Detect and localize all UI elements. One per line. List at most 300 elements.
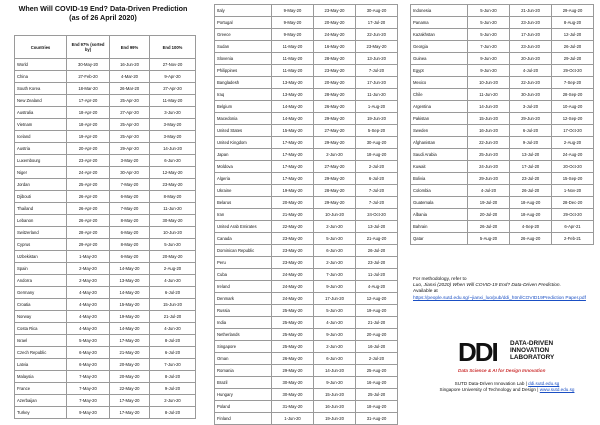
end-100-cell: 13-Jun-20	[356, 53, 398, 65]
end-97-cell: 20-Jul-20	[468, 209, 510, 221]
country-cell: Australia	[15, 107, 67, 119]
end-100-cell: 20-May-20	[150, 251, 196, 263]
ddi-site-link[interactable]: ddi.sutd.edu.sg	[528, 381, 560, 386]
country-cell: Thailand	[15, 203, 67, 215]
end-99-cell: 9-Jul-20	[510, 137, 552, 149]
end-97-cell: 5-Jun-20	[468, 5, 510, 17]
table-row	[215, 257, 398, 269]
country-cell: Ukraine	[215, 185, 272, 197]
table-row	[411, 125, 594, 137]
end-99-cell: 30-Apr-20	[110, 167, 150, 179]
end-100-cell: 28-Sep-20	[552, 89, 594, 101]
end-100-cell: 17-Jun-20	[356, 77, 398, 89]
end-100-cell: 28-Dec-20	[552, 197, 594, 209]
end-97-cell: 26-Apr-20	[67, 215, 110, 227]
table-row	[215, 281, 398, 293]
end-97-cell: 9-May-20	[272, 17, 314, 29]
end-97-cell: 14-May-20	[272, 113, 314, 125]
footer-lab-text: SUTD Data-Driven Innovation Lab |	[454, 381, 527, 386]
end-97-cell: 29-Jun-20	[468, 173, 510, 185]
country-cell: Philippines	[215, 65, 272, 77]
table-row	[15, 191, 196, 203]
country-cell: Cyprus	[15, 239, 67, 251]
country-cell: Latvia	[15, 359, 67, 371]
end-97-cell: 18-Apr-20	[67, 107, 110, 119]
country-cell: Germany	[15, 287, 67, 299]
table-row	[215, 305, 398, 317]
table-row	[15, 299, 196, 311]
table-row	[215, 77, 398, 89]
table-row	[15, 179, 196, 191]
end-100-cell: 30-Aug-20	[356, 5, 398, 17]
country-cell: United Kingdom	[215, 137, 272, 149]
end-99-cell: 17-May-20	[110, 395, 150, 407]
footer-line-2	[418, 387, 596, 393]
country-cell: Sudan	[215, 41, 272, 53]
end-97-cell: 22-Jun-20	[468, 137, 510, 149]
header-countries: Countries	[15, 36, 67, 59]
country-cell: New Zealand	[15, 95, 67, 107]
end-100-cell: 23-May-20	[150, 179, 196, 191]
end-97-cell: 20-May-20	[272, 197, 314, 209]
end-100-cell: 2-Jul-20	[356, 353, 398, 365]
end-99-cell: 6-May-20	[110, 191, 150, 203]
table-row	[215, 125, 398, 137]
end-97-cell: 27-Feb-20	[67, 71, 110, 83]
table-row	[215, 401, 398, 413]
end-100-cell: 25-Jul-20	[356, 389, 398, 401]
logo-line-1: DATA-DRIVEN	[510, 340, 554, 347]
end-97-cell: 7-May-20	[67, 371, 110, 383]
country-cell: Kazakhstan	[411, 29, 468, 41]
country-cell: United Arab Emirates	[215, 221, 272, 233]
end-100-cell: 8-Aug-20	[552, 17, 594, 29]
country-cell: Canada	[215, 233, 272, 245]
end-99-cell: 4-Jun-20	[314, 317, 356, 329]
end-100-cell: 7-Sep-20	[552, 77, 594, 89]
end-99-cell: 18-Aug-20	[510, 197, 552, 209]
end-97-cell: 14-May-20	[272, 101, 314, 113]
end-99-cell: 10-Jun-20	[314, 209, 356, 221]
country-cell: Greece	[215, 29, 272, 41]
table-row	[15, 95, 196, 107]
end-100-cell: 16-Jul-20	[356, 341, 398, 353]
end-99-cell: 9-Jun-20	[314, 329, 356, 341]
end-100-cell: 25-Aug-20	[356, 365, 398, 377]
end-100-cell: 12-May-20	[150, 167, 196, 179]
country-cell: Oman	[215, 353, 272, 365]
table-row	[215, 389, 398, 401]
end-97-cell: 17-May-20	[272, 173, 314, 185]
end-100-cell: 19-Jun-20	[356, 113, 398, 125]
end-100-cell: 29-Jul-20	[552, 53, 594, 65]
end-97-cell: 5-Jun-20	[468, 17, 510, 29]
table-row	[411, 53, 594, 65]
end-100-cell: 20-Oct-20	[552, 161, 594, 173]
end-99-cell: 23-Jun-20	[510, 41, 552, 53]
end-99-cell: 19-May-20	[110, 311, 150, 323]
methodology-note	[413, 277, 593, 302]
end-100-cell: 6-Jul-20	[150, 287, 196, 299]
table-row	[215, 197, 398, 209]
end-97-cell: 19-Jul-20	[468, 197, 510, 209]
end-100-cell: 15-Sep-20	[552, 173, 594, 185]
table-row	[411, 89, 594, 101]
country-cell: Costa Rica	[15, 323, 67, 335]
country-cell: Pakistan	[411, 113, 468, 125]
end-99-cell: 5-Jun-20	[314, 305, 356, 317]
table-row	[15, 251, 196, 263]
end-97-cell: 21-May-20	[272, 209, 314, 221]
table-row	[411, 185, 594, 197]
end-97-cell: 29-May-20	[272, 365, 314, 377]
table-row	[15, 215, 196, 227]
ddi-logo	[458, 336, 578, 376]
table-row	[411, 161, 594, 173]
end-100-cell: 27-Nov-20	[150, 59, 196, 71]
end-99-cell: 2-Jun-20	[314, 149, 356, 161]
end-97-cell: 24-Jun-20	[468, 161, 510, 173]
end-97-cell: 7-May-20	[67, 383, 110, 395]
end-100-cell: 29-Oct-20	[552, 209, 594, 221]
end-97-cell: 1-May-20	[67, 251, 110, 263]
end-97-cell: 26-Jul-20	[468, 221, 510, 233]
country-cell: Jordan	[15, 179, 67, 191]
end-100-cell: 20-Aug-20	[356, 329, 398, 341]
end-100-cell: 15-Jun-20	[150, 299, 196, 311]
table-row	[411, 221, 594, 233]
table-row	[411, 65, 594, 77]
end-99-cell: 6-Jun-20	[314, 353, 356, 365]
end-100-cell: 23-May-20	[356, 41, 398, 53]
country-cell: Belgium	[215, 101, 272, 113]
end-99-cell: 3-Jul-20	[510, 101, 552, 113]
country-cell: Denmark	[215, 293, 272, 305]
end-97-cell: 24-May-20	[272, 281, 314, 293]
end-99-cell: 2-Jun-20	[314, 341, 356, 353]
table-row	[15, 347, 196, 359]
end-97-cell: 30-May-20	[67, 59, 110, 71]
end-100-cell: 12-Jul-20	[552, 29, 594, 41]
end-100-cell: 21-Jul-20	[150, 311, 196, 323]
end-97-cell: 13-May-20	[272, 77, 314, 89]
table-row	[15, 263, 196, 275]
end-99-cell: 17-Jul-20	[510, 161, 552, 173]
table-row	[215, 161, 398, 173]
end-100-cell: 13-Jul-20	[356, 221, 398, 233]
end-100-cell: 17-Oct-20	[552, 125, 594, 137]
table-row	[411, 149, 594, 161]
country-cell: Lebanon	[15, 215, 67, 227]
table-row	[215, 209, 398, 221]
methodology-link[interactable]: https://people.sutd.edu.sg/~jianxi_luo/pub/ddi_html/COVID19Prediction Paper.pdf	[413, 295, 586, 301]
country-cell: Portugal	[215, 17, 272, 29]
country-cell: Austria	[15, 143, 67, 155]
end-97-cell: 29-Apr-20	[67, 239, 110, 251]
end-99-cell: 3-May-20	[110, 155, 150, 167]
country-cell: Afghanistan	[411, 137, 468, 149]
end-99-cell: 14-May-20	[110, 323, 150, 335]
end-99-cell: 9-Jun-20	[314, 377, 356, 389]
country-cell: Uzbekistan	[15, 251, 67, 263]
table-row	[215, 89, 398, 101]
country-cell: Dominican Republic	[215, 245, 272, 257]
country-cell: Bahrain	[411, 221, 468, 233]
title-line-2: (as of 26 April 2020)	[69, 13, 137, 22]
end-100-cell: 7-Jun-20	[150, 359, 196, 371]
end-99-cell: 20-May-20	[314, 17, 356, 29]
end-100-cell: 7-Jul-20	[356, 65, 398, 77]
country-cell: Poland	[215, 401, 272, 413]
table-row	[15, 323, 196, 335]
country-cell: Iran	[215, 209, 272, 221]
country-cell: France	[15, 383, 67, 395]
end-99-cell: 25-Apr-20	[110, 95, 150, 107]
end-100-cell: 30-May-20	[150, 215, 196, 227]
country-cell: Djibouti	[15, 191, 67, 203]
title-line-1: When Will COVID-19 End? Data-Driven Prediction	[18, 4, 188, 13]
end-99-cell: 24-May-20	[314, 29, 356, 41]
end-99-cell: 6-May-20	[110, 251, 150, 263]
end-97-cell: 11-Jun-20	[468, 89, 510, 101]
country-cell: South Korea	[15, 83, 67, 95]
table-row	[15, 131, 196, 143]
table-row	[215, 221, 398, 233]
country-cell: Malaysia	[15, 371, 67, 383]
end-97-cell: 28-Apr-20	[67, 227, 110, 239]
end-99-cell: 28-May-20	[314, 53, 356, 65]
end-97-cell: 26-Apr-20	[67, 191, 110, 203]
table-row	[411, 197, 594, 209]
table-row	[15, 59, 196, 71]
country-cell: Saudi Arabia	[411, 149, 468, 161]
end-100-cell: 11-Jun-20	[150, 203, 196, 215]
end-100-cell: 8-Jul-20	[150, 407, 196, 419]
end-97-cell: 24-May-20	[272, 293, 314, 305]
end-97-cell: 20-Apr-20	[67, 143, 110, 155]
end-99-cell: 27-May-20	[314, 161, 356, 173]
end-97-cell: 4-May-20	[67, 311, 110, 323]
end-97-cell: 25-May-20	[272, 329, 314, 341]
country-cell: India	[215, 317, 272, 329]
end-100-cell: 3-Jun-20	[150, 107, 196, 119]
end-99-cell: 7-Jun-20	[314, 269, 356, 281]
end-100-cell: 29-Aug-20	[552, 5, 594, 17]
end-97-cell: 4-Jul-20	[468, 185, 510, 197]
end-97-cell: 16-Jun-20	[468, 125, 510, 137]
header-end-97: End 97% (sorted by)	[67, 36, 110, 59]
table-row	[15, 143, 196, 155]
country-cell: Spain	[15, 263, 67, 275]
end-100-cell: 11-Jun-20	[356, 89, 398, 101]
end-99-cell: 15-Jun-20	[314, 389, 356, 401]
table-row	[215, 149, 398, 161]
end-97-cell: 7-May-20	[67, 395, 110, 407]
table-row	[15, 227, 196, 239]
table-row	[215, 413, 398, 425]
end-100-cell: 2-Aug-20	[150, 263, 196, 275]
end-100-cell: 2-Aug-20	[552, 137, 594, 149]
end-99-cell: 22-Jun-20	[510, 77, 552, 89]
table-row	[15, 203, 196, 215]
end-100-cell: 8-May-20	[150, 191, 196, 203]
country-cell: Algeria	[215, 173, 272, 185]
end-100-cell: 1-Nov-20	[552, 185, 594, 197]
country-cell: Georgia	[411, 41, 468, 53]
country-cell: World	[15, 59, 67, 71]
end-100-cell: 5-Sep-20	[356, 125, 398, 137]
table-row	[411, 41, 594, 53]
end-99-cell: 4-Sep-20	[510, 221, 552, 233]
end-100-cell: 2-Jun-20	[150, 395, 196, 407]
end-99-cell: 25-Apr-20	[110, 131, 150, 143]
sutd-site-link[interactable]: www.sutd.edu.sg	[539, 387, 575, 392]
end-100-cell: 2-Jul-20	[356, 161, 398, 173]
end-99-cell: 17-Jun-20	[314, 293, 356, 305]
end-97-cell: 4-May-20	[67, 323, 110, 335]
end-97-cell: 13-May-20	[272, 89, 314, 101]
end-97-cell: 15-May-20	[272, 125, 314, 137]
table-row	[215, 329, 398, 341]
end-100-cell: 26-Jul-20	[552, 41, 594, 53]
end-99-cell: 14-May-20	[110, 263, 150, 275]
end-97-cell: 11-May-20	[272, 41, 314, 53]
end-99-cell: 30-Jun-20	[510, 89, 552, 101]
end-100-cell: 3-May-20	[150, 131, 196, 143]
country-cell: Belarus	[215, 197, 272, 209]
table-row	[215, 41, 398, 53]
end-100-cell: 31-Aug-20	[356, 413, 398, 425]
country-cell: Qatar	[411, 233, 468, 245]
end-100-cell: 11-May-20	[150, 95, 196, 107]
logo-line-2: INNOVATION	[510, 347, 550, 355]
end-100-cell: 24-Oct-20	[356, 209, 398, 221]
end-100-cell: 12-Sep-20	[552, 113, 594, 125]
end-97-cell: 25-May-20	[272, 341, 314, 353]
end-97-cell: 30-May-20	[272, 389, 314, 401]
end-100-cell: 4-Jun-20	[150, 323, 196, 335]
end-97-cell: 17-May-20	[272, 137, 314, 149]
country-cell: Turkey	[15, 407, 67, 419]
country-cell: Luxembourg	[15, 155, 67, 167]
table-row	[15, 83, 196, 95]
end-100-cell: 23-Jul-20	[356, 257, 398, 269]
end-97-cell: 25-Jun-20	[468, 149, 510, 161]
end-99-cell: 2-Jun-20	[314, 257, 356, 269]
country-cell: Mexico	[411, 77, 468, 89]
country-cell: Switzerland	[15, 227, 67, 239]
country-cell: Israel	[15, 335, 67, 347]
end-99-cell: 20-May-20	[110, 371, 150, 383]
end-100-cell: 6-Apr-21	[552, 221, 594, 233]
end-99-cell: 23-May-20	[314, 5, 356, 17]
end-100-cell: 12-Aug-20	[356, 293, 398, 305]
end-100-cell: 24-Aug-20	[552, 149, 594, 161]
table-row	[215, 377, 398, 389]
end-99-cell: 27-Apr-20	[110, 107, 150, 119]
table-header-row	[15, 36, 196, 59]
logo-lab-name	[510, 340, 554, 362]
end-99-cell: 17-Jun-20	[510, 29, 552, 41]
table-row	[411, 173, 594, 185]
country-cell: Bangladesh	[215, 77, 272, 89]
end-99-cell: 15-May-20	[110, 299, 150, 311]
end-99-cell: 5-Jun-20	[314, 233, 356, 245]
end-100-cell: 29-Oct-20	[552, 65, 594, 77]
end-97-cell: 22-May-20	[272, 221, 314, 233]
country-cell: Japan	[215, 149, 272, 161]
country-cell: Iceland	[15, 131, 67, 143]
end-100-cell: 27-Apr-20	[150, 83, 196, 95]
end-99-cell: 27-May-20	[314, 125, 356, 137]
end-99-cell: 29-May-20	[314, 113, 356, 125]
country-cell: United States	[215, 125, 272, 137]
table-row	[411, 17, 594, 29]
end-99-cell: 16-May-20	[314, 41, 356, 53]
end-99-cell: 21-May-20	[110, 347, 150, 359]
table-row	[15, 239, 196, 251]
end-99-cell: 26-Mar-20	[110, 83, 150, 95]
end-97-cell: 17-May-20	[272, 161, 314, 173]
country-cell: Macedonia	[215, 113, 272, 125]
prediction-table-3	[410, 4, 594, 245]
table-row	[215, 137, 398, 149]
end-99-cell: 20-May-20	[314, 77, 356, 89]
end-97-cell: 5-Aug-20	[468, 233, 510, 245]
logo-line-3: LABORATORY	[510, 354, 555, 362]
table-row	[15, 371, 196, 383]
end-100-cell: 1-Aug-20	[356, 101, 398, 113]
end-100-cell: 8-Jul-20	[150, 335, 196, 347]
end-100-cell: 4-Jun-20	[150, 275, 196, 287]
table-row	[215, 245, 398, 257]
table-row	[15, 407, 196, 419]
country-cell: Iraq	[215, 89, 272, 101]
table-row	[15, 119, 196, 131]
end-99-cell: 23-Jul-20	[510, 173, 552, 185]
country-cell: Moldova	[215, 161, 272, 173]
note-line-1: For methodology, refer to	[413, 277, 467, 282]
end-99-cell: 29-Jun-20	[510, 113, 552, 125]
table-row	[15, 275, 196, 287]
end-97-cell: 17-May-20	[272, 149, 314, 161]
end-97-cell: 19-Apr-20	[67, 131, 110, 143]
country-cell: Niger	[15, 167, 67, 179]
end-99-cell: 6-May-20	[110, 227, 150, 239]
table-row	[215, 353, 398, 365]
end-99-cell: 29-May-20	[314, 137, 356, 149]
end-100-cell: 6-Jun-20	[150, 155, 196, 167]
end-99-cell: 29-May-20	[314, 173, 356, 185]
end-97-cell: 15-Jun-20	[468, 113, 510, 125]
country-cell: Sweden	[411, 125, 468, 137]
table-row	[215, 293, 398, 305]
end-100-cell: 4-Aug-20	[356, 281, 398, 293]
table-row	[215, 269, 398, 281]
end-99-cell: 4-Jul-20	[510, 65, 552, 77]
end-100-cell: 10-Jun-20	[150, 227, 196, 239]
end-100-cell: 18-Aug-20	[356, 149, 398, 161]
end-97-cell: 18-Mar-20	[67, 83, 110, 95]
end-100-cell: 10-Aug-20	[552, 101, 594, 113]
prediction-table-2	[214, 4, 398, 425]
end-99-cell: 16-Jun-20	[110, 59, 150, 71]
end-99-cell: 16-Jun-20	[314, 401, 356, 413]
end-97-cell: 25-Apr-20	[67, 179, 110, 191]
end-100-cell: 11-Jul-20	[356, 269, 398, 281]
end-100-cell: 9-Apr-20	[150, 71, 196, 83]
end-99-cell: 29-May-20	[314, 197, 356, 209]
